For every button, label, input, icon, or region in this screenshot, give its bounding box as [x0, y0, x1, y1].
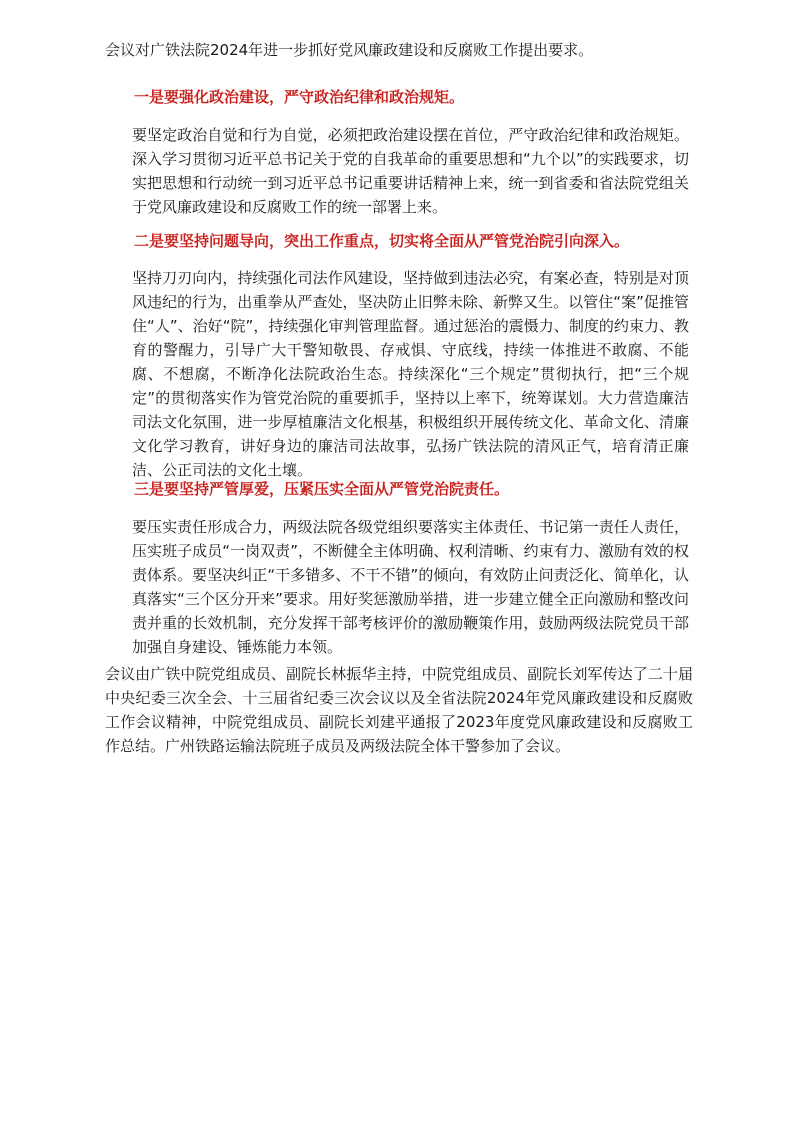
- section-body-1: 要坚定政治自觉和行为自觉，必须把政治建设摆在首位，严守政治纪律和政治规矩。深入学习贯彻习近平总书记关于党的自我革命的重要思想和“九个以”的实践要求，切实把思想和行动统一到习近平总书记重要讲话精神上来，统一到省委和省法院党组关于党风廉政建设和反腐败工作的统一部署上来。: [132, 126, 689, 216]
- closing-paragraph: 会议由广铁中院党组成员、副院长林振华主持，中院党组成员、副院长刘军传达了二十届中央纪委三次全会、十三届省纪委三次会议以及全省法院2024年党风廉政建设和反腐败工作会议精神，中院党组成员、副院长刘建平通报了2023年度党风廉政建设和反腐败工作总结。广州铁路运输法院班子成员及两级法院全体干警参加了会议。: [105, 665, 693, 755]
- intro-paragraph: 会议对广铁法院2024年进一步抓好党风廉政建设和反腐败工作提出要求。: [105, 41, 594, 59]
- section-heading-2: 二是要坚持问题导向，突出工作重点，切实将全面从严管党治院引向深入。: [134, 232, 630, 250]
- section-body-2: 坚持刀刃向内，持续强化司法作风建设，坚持做到违法必究，有案必查，特别是对顶风违纪的行为，出重拳从严查处，坚决防止旧弊未除、新弊又生。以管住“案”促推管住“人”、治好“院”，持续强化审判管理监督。通过惩治的震慑力、制度的约束力、教育的警醒力，引导广大干警知敬畏、存戒惧、守底线，持续一体推进不敢腐、不能腐、不想腐，不断净化法院政治生态。持续深化“三个规定”贯彻执行，把“三个规定”的贯彻落实作为管党治院的重要抓手，坚持以上率下，统筹谋划。大力营造廉洁司法文化氛围，进一步厚植廉洁文化根基，积极组织开展传统文化、革命文化、清廉文化学习教育，讲好身边的廉洁司法故事，弘扬广铁法院的清风正气，培育清正廉洁、公正司法的文化土壤。: [132, 269, 689, 479]
- section-body-3: 要压实责任形成合力，两级法院各级党组织要落实主体责任、书记第一责任人责任，压实班子成员“一岗双责”，不断健全主体明确、权利清晰、约束有力、激励有效的权责体系。要坚决纠正“干多错多、不干不错”的倾向，有效防止问责泛化、简单化，认真落实“三个区分开来”要求。用好奖惩激励举措，进一步建立健全正向激励和整改问责并重的长效机制，充分发挥干部考核评价的激励鞭策作用，鼓励两级法院党员干部加强自身建设、锤炼能力本领。: [132, 518, 689, 656]
- section-heading-3: 三是要坚持严管厚爱，压紧压实全面从严管党治院责任。: [134, 480, 510, 498]
- section-heading-1: 一是要强化政治建设，严守政治纪律和政治规矩。: [134, 88, 465, 106]
